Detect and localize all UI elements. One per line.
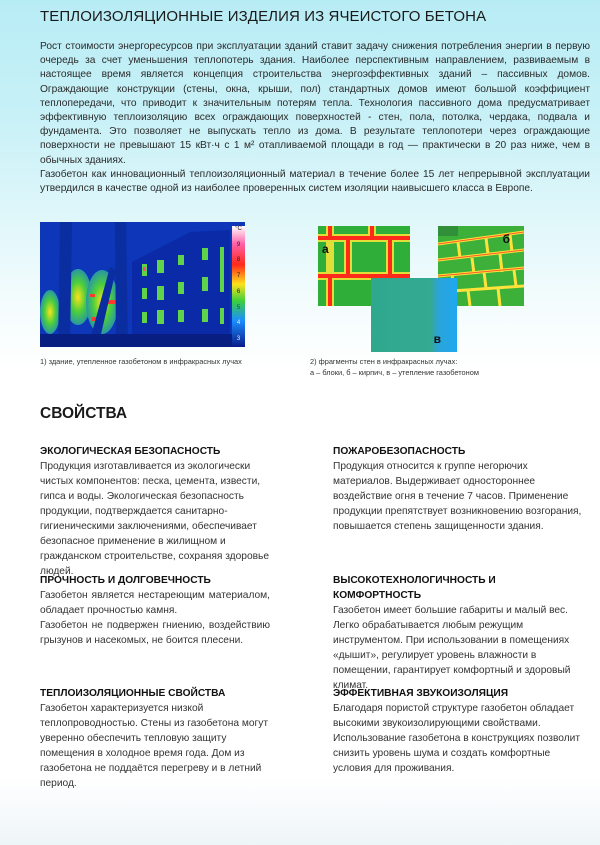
property-text: Благодаря пористой структуре газобетон обладает высокими звукоизолирующими свойствами. Использование газобетона в конструкциях позволит снизить уровень шума и создать комфортные условия для проживания.: [333, 703, 580, 774]
property-title: ЭФФЕКТИВНАЯ ЗВУКОИЗОЛЯЦИЯ: [333, 688, 509, 699]
thermal-building-graphic: [40, 222, 245, 347]
scale-label: 8: [236, 257, 241, 264]
scale-label: 7: [236, 273, 241, 280]
property-ecological-safety: [40, 444, 280, 579]
property-title: ВЫСОКОТЕХНОЛОГИЧНОСТЬ И КОМФОРТНОСТЬ: [333, 575, 496, 601]
property-strength-durability: [40, 573, 270, 648]
scale-label: 5: [236, 304, 241, 311]
property-title: ТЕПЛОИЗОЛЯЦИОННЫЕ СВОЙСТВА: [40, 688, 226, 699]
property-title: ПОЖАРОБЕЗОПАСНОСТЬ: [333, 446, 466, 457]
scale-label: 3: [236, 335, 241, 342]
property-text: Газобетон имеет большие габариты и малый вес. Легко обрабатывается любым режущим инструментом. При использовании в помещениях «дышит», регулирует уровень влажности в помещении, гарантирует комфортный и здоровый климат.: [333, 605, 571, 691]
scale-unit: °C: [235, 226, 242, 232]
thermal-aerated-concrete-image: [371, 278, 457, 352]
figure-2-caption: [310, 356, 570, 378]
label-v: в: [433, 332, 441, 346]
wall-fragments-images: [310, 222, 550, 357]
intro-paragraph-2: Газобетон как инновационный теплоизоляционный материал в течение более 15 лет непрерывной эксплуатации утвердился в качестве одной из наиболее проверенных систем изоляции наивысшего класса в Европе.: [40, 168, 590, 195]
property-text: Газобетон характеризуется низкой теплопроводностью. Стены из газобетона могут уверенно обеспечить тепловую защиту помещения в холодное время года. Дом из газобетона не поддаётся перегреву и в летний период.: [40, 703, 268, 789]
properties-section-title: СВОЙСТВА: [40, 405, 128, 422]
property-thermal-insulation: [40, 686, 280, 791]
property-text-1: Газобетон является нестареющим материалом, обладает прочностью камня.: [40, 590, 270, 616]
scale-label: 9: [236, 241, 241, 248]
temperature-scale-labels: [232, 226, 245, 343]
property-fire-safety: [333, 444, 583, 534]
figure-1-caption: 1) здание, утепленное газобетоном в инфракрасных лучах: [40, 357, 242, 366]
label-a: а: [322, 242, 329, 256]
property-text: Продукция относится к группе негорючих материалов. Выдерживает одностороннее воздействие огня в течение 7 часов. Применение продукции препятствует возникновению возгорания, повышается степень защищенности здания.: [333, 461, 582, 532]
property-title: ПРОЧНОСТЬ И ДОЛГОВЕЧНОСТЬ: [40, 575, 211, 586]
figure-2-caption-line-1: 2) фрагменты стен в инфракрасных лучах:: [310, 357, 458, 366]
property-title: ЭКОЛОГИЧЕСКАЯ БЕЗОПАСНОСТЬ: [40, 446, 221, 457]
property-sound-insulation: [333, 686, 588, 776]
intro-text: [40, 40, 590, 196]
intro-paragraph-1: Рост стоимости энергоресурсов при эксплуатации зданий ставит задачу снижения потребления энергии в первую очередь за счет уменьшения теплопотерь здания. Наиболее перспективным направлением, развиваемым в настоящее время является концепция строительства энергоэффективных зданий – пассивных домов. Ограждающие конструкции (стены, окна, крыши, пол) стандартных домов имеют большой коэффициент теплопередачи, что приводит к значительным потерям тепла. Технология пассивного дома предусматривает эффективную теплоизоляцию всех ограждающих поверхностей - стен, пола, потолка, чердака, подвала и фундамента. Это позволяет не выпускать тепло из дома. В результате теплопотери через ограждающие поверхности не превышают 15 кВт·ч с 1 м² отапливаемой площади в год — практически в 20 раз ниже, чем в обычных зданиях.: [40, 41, 590, 166]
label-b: б: [502, 232, 510, 246]
scale-label: 4: [236, 320, 241, 327]
property-high-tech-comfort: [333, 573, 583, 693]
property-text: Продукция изготавливается из экологически чистых компонентов: песка, цемента, извести, гипса и воды. Экологическая безопасность продукции, подтверждается санитарно-гигиеническими заключениями, обеспечивает безопасное применение в жилищном и гражданском строительстве, сохраняя здоровье людей.: [40, 461, 270, 577]
thermal-building-image: [40, 222, 245, 347]
property-text-2: Газобетон не подвержен гниению, воздействию грызунов и насекомых, не боится плесени.: [40, 620, 270, 646]
figure-2-caption-line-2: а – блоки, б – кирпич, в – утепление газобетоном: [310, 368, 479, 377]
scale-label: 6: [236, 288, 241, 295]
page-title: ТЕПЛОИЗОЛЯЦИОННЫЕ ИЗДЕЛИЯ ИЗ ЯЧЕИСТОГО БЕТОНА: [40, 8, 487, 25]
